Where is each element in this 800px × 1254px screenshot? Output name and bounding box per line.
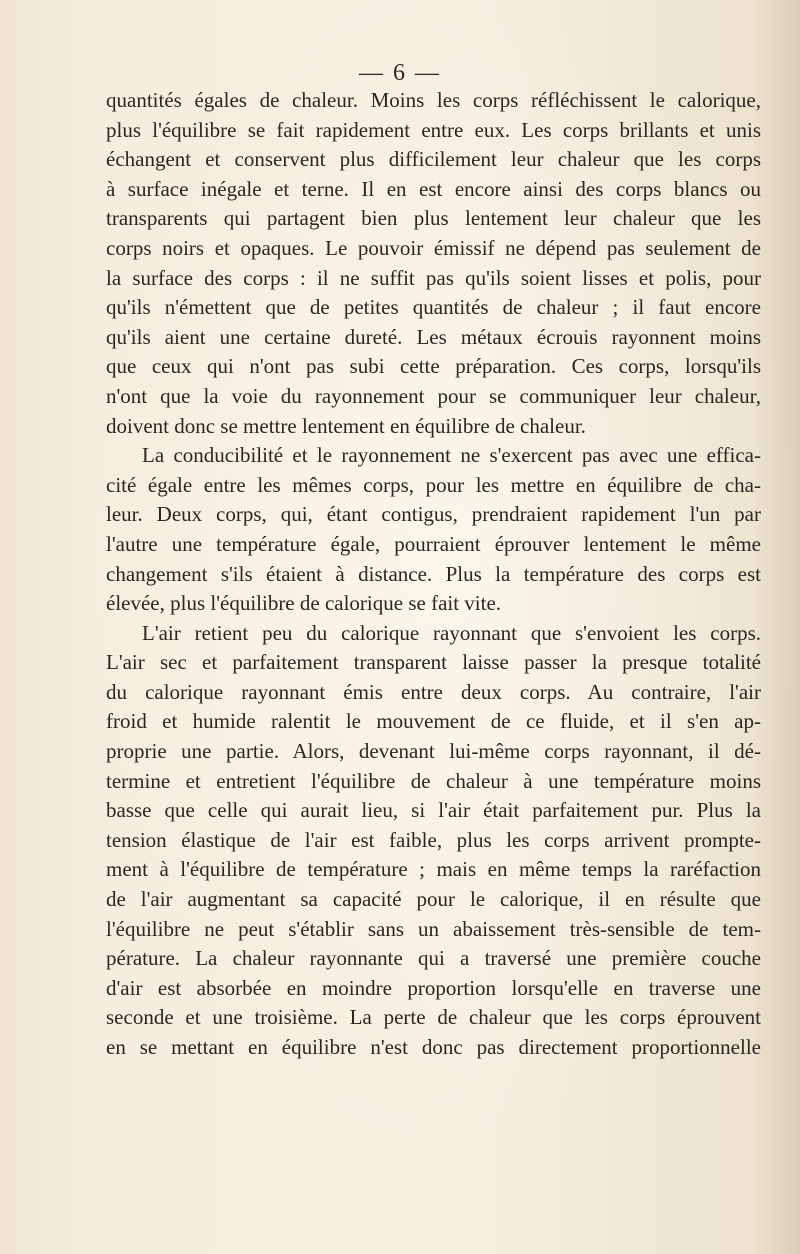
text-line: élevée, plus l'équilibre de calorique se fait vite.	[106, 591, 502, 616]
text-line: transparents qui partagent bien plus lentement leur chaleur que les	[106, 206, 761, 231]
text-line: basse que celle qui aurait lieu, si l'air était parfaitement pur. Plus la	[106, 798, 761, 823]
text-line: cité égale entre les mêmes corps, pour les mettre en équilibre de cha-	[106, 472, 761, 497]
text-line: la surface des corps : il ne suffit pas qu'ils soient lisses et polis, pour	[106, 265, 761, 290]
text-line: à surface inégale et terne. Il en est encore ainsi des corps blancs ou	[106, 176, 761, 201]
text-line: La conducibilité et le rayonnement ne s'exercent pas avec une effica-	[142, 443, 761, 468]
text-line: leur. Deux corps, qui, étant contigus, prendraient rapidement l'un par	[106, 502, 761, 527]
text-line: l'équilibre ne peut s'établir sans un abaissement très-sensible de tem-	[106, 916, 761, 941]
text-line: l'autre une température égale, pourraient éprouver lentement le même	[106, 531, 761, 556]
text-line: n'ont que la voie du rayonnement pour se communiquer leur chaleur,	[106, 383, 761, 408]
text-line: L'air sec et parfaitement transparent laisse passer la presque totalité	[106, 650, 761, 675]
text-line: tension élastique de l'air est faible, plus les corps arrivent prompte-	[106, 827, 761, 852]
text-line: plus l'équilibre se fait rapidement entre eux. Les corps brillants et unis	[106, 117, 761, 142]
text-line: L'air retient peu du calorique rayonnant que s'envoient les corps.	[142, 620, 761, 645]
text-line: quantités égales de chaleur. Moins les corps réfléchissent le calorique,	[106, 88, 761, 112]
text-line: en se mettant en équilibre n'est donc pas directement proportionnelle	[106, 1035, 761, 1059]
text-line: proprie une partie. Alors, devenant lui-même corps rayonnant, il dé-	[106, 739, 761, 764]
text-line: froid et humide ralentit le mouvement de ce fluide, et il s'en ap-	[106, 709, 761, 734]
text-line: termine et entretient l'équilibre de chaleur à une température moins	[106, 768, 761, 793]
text-line: échangent et conservent plus difficilement leur chaleur que les corps	[106, 147, 761, 172]
text-line: pérature. La chaleur rayonnante qui a traversé une première couche	[106, 946, 761, 971]
text-line: que ceux qui n'ont pas subi cette préparation. Ces corps, lorsqu'ils	[106, 354, 761, 379]
text-line: qu'ils aient une certaine dureté. Les métaux écrouis rayonnent moins	[106, 324, 761, 349]
text-line: d'air est absorbée en moindre proportion lorsqu'elle en traverse une	[106, 975, 761, 1000]
text-line: doivent donc se mettre lentement en équilibre de chaleur.	[106, 413, 586, 438]
text-line: corps noirs et opaques. Le pouvoir émissif ne dépend pas seulement de	[106, 235, 761, 260]
text-line: qu'ils n'émettent que de petites quantités de chaleur ; il faut encore	[106, 295, 761, 320]
text-line: de l'air augmentant sa capacité pour le calorique, il en résulte que	[106, 887, 761, 912]
text-line: du calorique rayonnant émis entre deux corps. Au contraire, l'air	[106, 679, 761, 704]
page-number: — 6 —	[359, 60, 441, 86]
text-line: changement s'ils étaient à distance. Plus la température des corps est	[106, 561, 761, 586]
text-line: ment à l'équilibre de température ; mais en même temps la raréfaction	[106, 857, 761, 882]
body-text	[106, 86, 761, 1063]
text-line: seconde et une troisième. La perte de chaleur que les corps éprouvent	[106, 1005, 761, 1030]
